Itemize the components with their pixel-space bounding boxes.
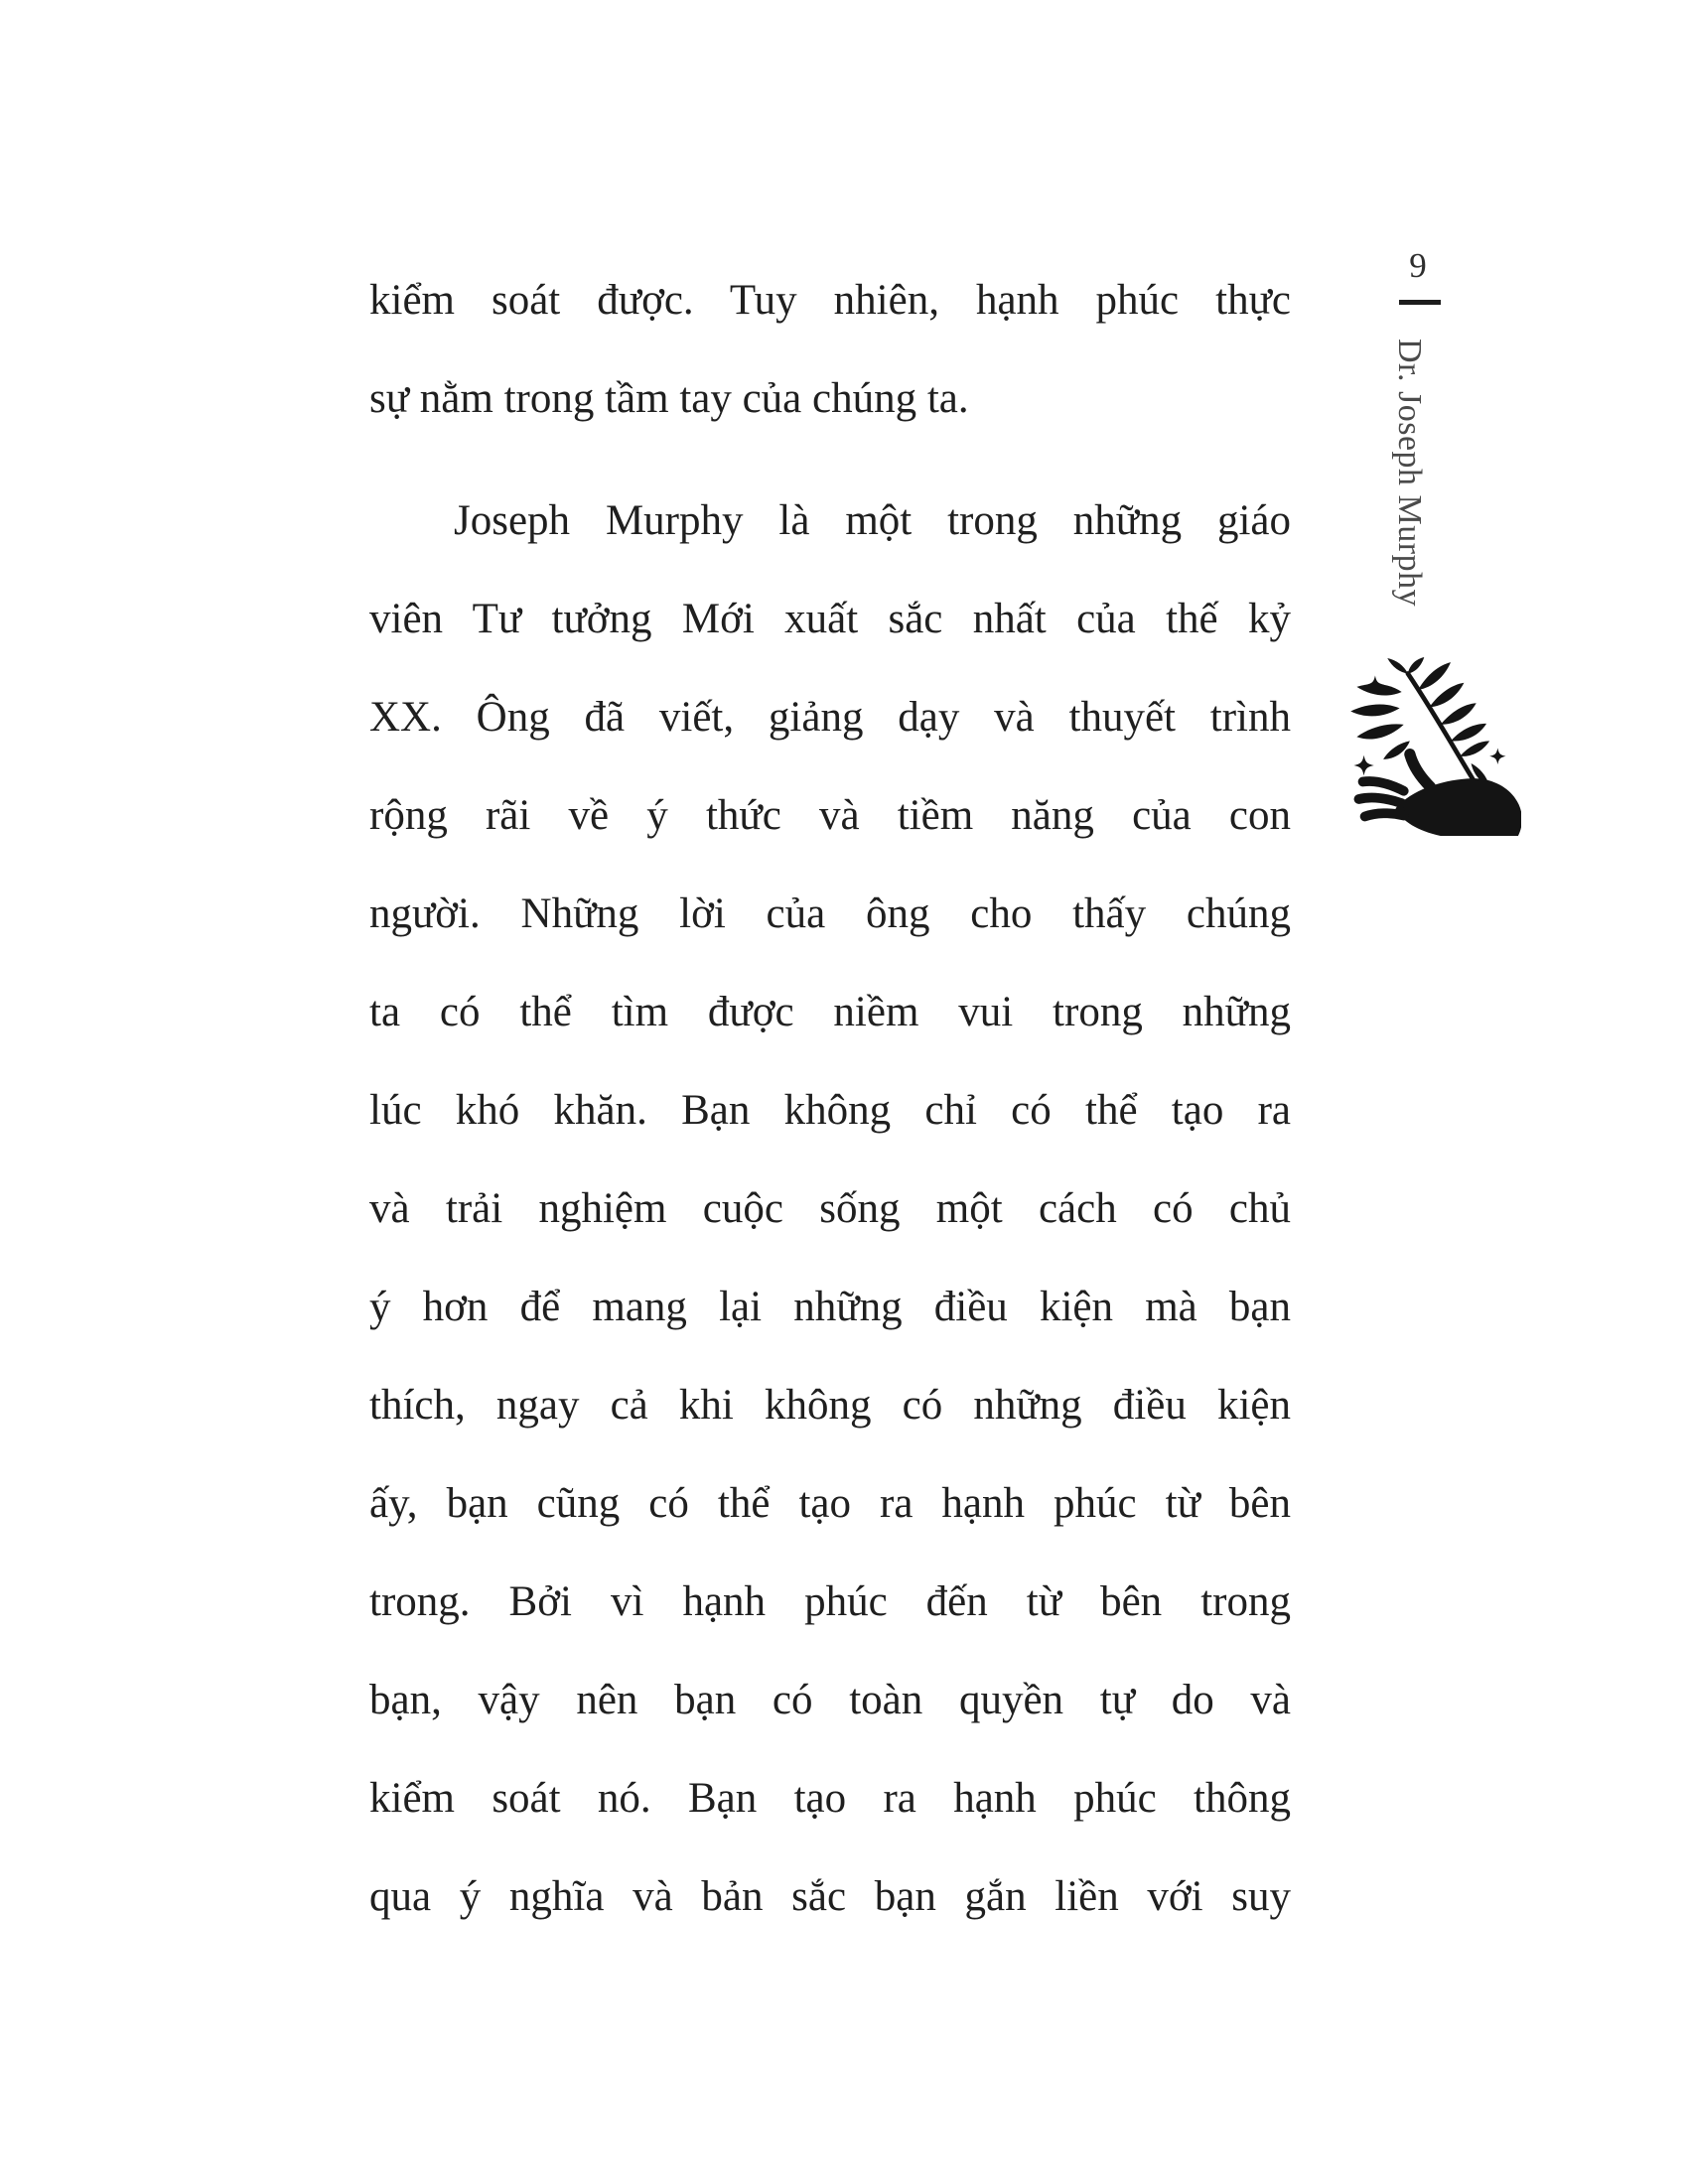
text-line: ta có thể tìm được niềm vui trong những	[369, 989, 1291, 1035]
text-line: bạn, vậy nên bạn có toàn quyền tự do và	[369, 1677, 1291, 1723]
text-line: qua ý nghĩa và bản sắc bạn gắn liền với suy	[369, 1873, 1291, 1920]
text-line: trong. Bởi vì hạnh phúc đến từ bên trong	[369, 1578, 1291, 1625]
text-line: kiểm soát được. Tuy nhiên, hạnh phúc thực	[369, 277, 1291, 324]
text-line: thích, ngay cả khi không có những điều kiện	[369, 1382, 1291, 1429]
sparkle-icon	[1489, 749, 1505, 764]
running-head-author: Dr. Joseph Murphy	[1391, 339, 1428, 608]
page-number-rule	[1399, 300, 1441, 305]
hand-branch-illustration	[1342, 657, 1521, 836]
text-line: người. Những lời của ông cho thấy chúng	[369, 890, 1291, 937]
text-line: kiểm soát nó. Bạn tạo ra hạnh phúc thông	[369, 1775, 1291, 1822]
body-text	[369, 251, 1291, 1946]
text-line: XX. Ông đã viết, giảng dạy và thuyết trình	[369, 694, 1291, 741]
text-line: rộng rãi về ý thức và tiềm năng của con	[369, 792, 1291, 839]
text-line: ý hơn để mang lại những điều kiện mà bạn	[369, 1284, 1291, 1330]
text-line: ấy, bạn cũng có thể tạo ra hạnh phúc từ bên	[369, 1480, 1291, 1527]
sparkle-icon	[1353, 755, 1374, 776]
text-line: sự nằm trong tầm tay của chúng ta.	[369, 375, 969, 422]
page-number: 9	[1409, 246, 1427, 285]
text-line: và trải nghiệm cuộc sống một cách có chủ	[369, 1185, 1291, 1232]
text-line: viên Tư tưởng Mới xuất sắc nhất của thế kỷ	[369, 596, 1291, 642]
text-line: lúc khó khăn. Bạn không chỉ có thể tạo ra	[369, 1087, 1291, 1134]
text-line: Joseph Murphy là một trong những giáo	[454, 497, 1291, 544]
